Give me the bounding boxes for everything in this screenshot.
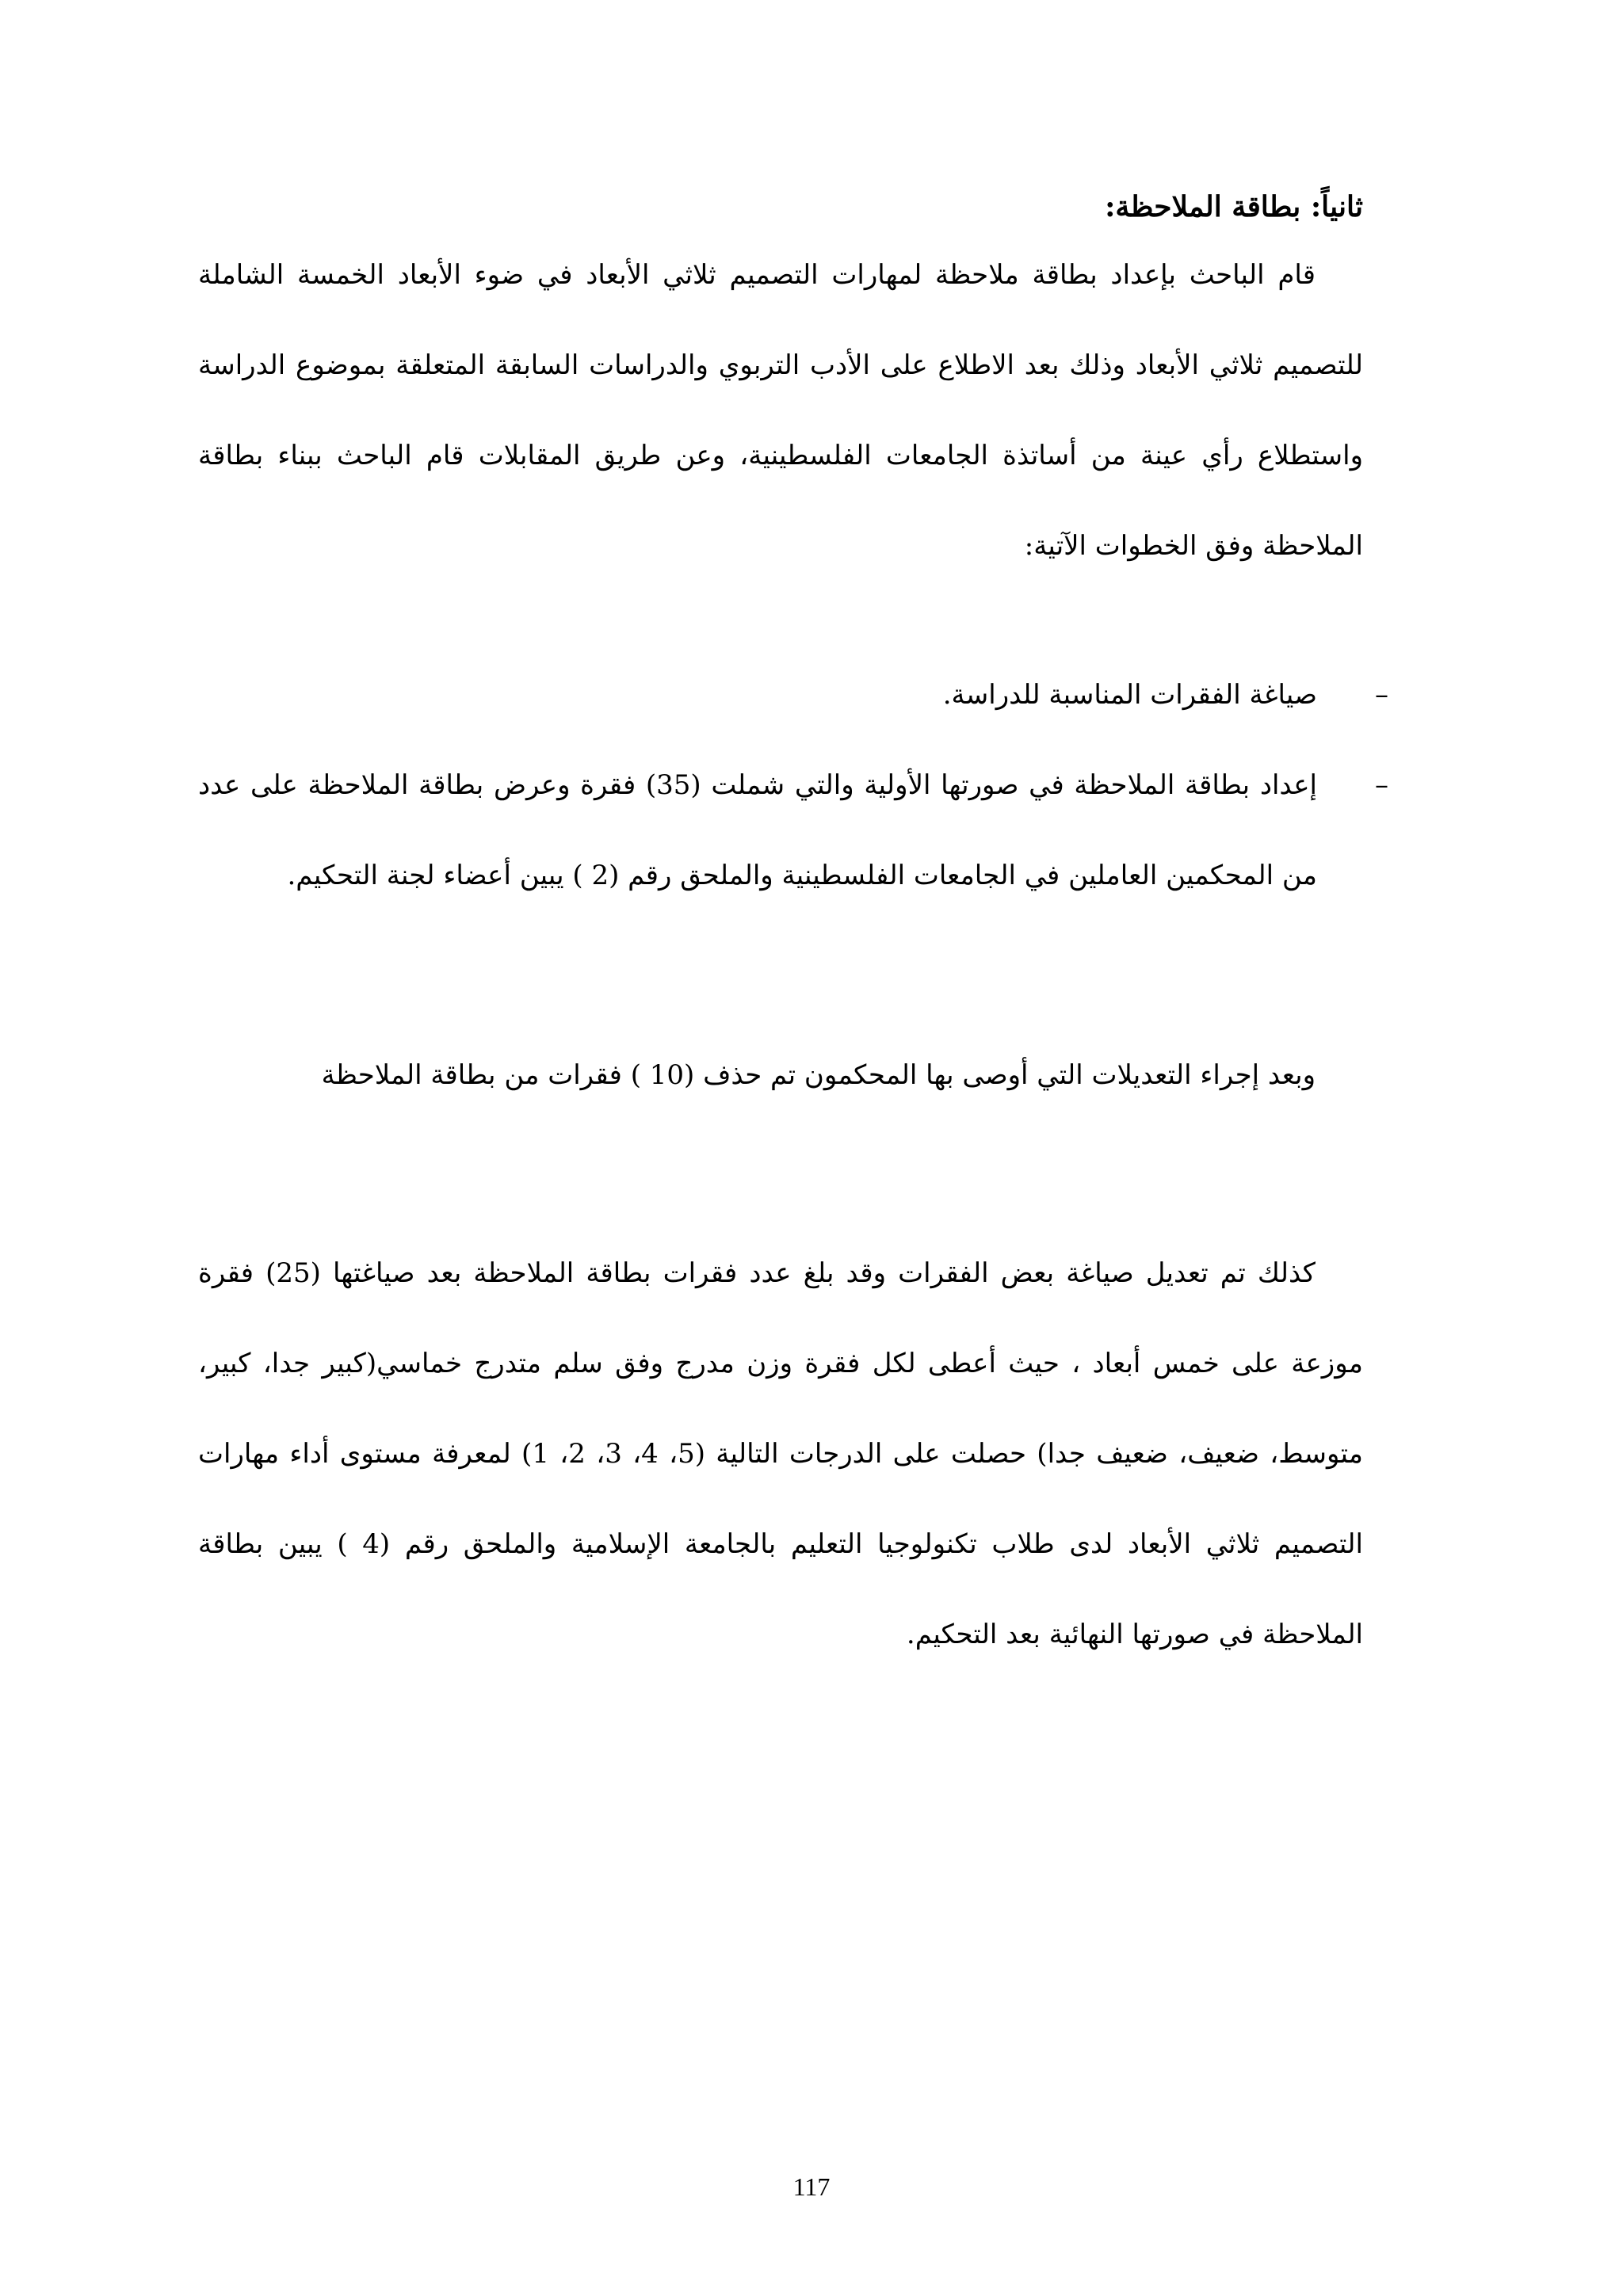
final-paragraph: كذلك تم تعديل صياغة بعض الفقرات وقد بلغ عدد فقرات بطاقة الملاحظة بعد صياغتها (25) فقرة موزعة على خمس أبعاد ، حيث أعطى لكل فقرة وزن مدرج وفق سلم متدرج خماسي(كبير جدا، كبير، متوسط، ضعيف، ضعيف جدا) حصلت على الدرجات التالية (5، 4، 3، 2، 1) لمعرفة مستوى أداء مهارات التصميم ثلاثي الأبعاد لدى طلاب تكنولوجيا التعليم بالجامعة الإسلامية والملحق رقم (4 ) يبين بطاقة الملاحظة في صورتها النهائية بعد التحكيم. bbox=[198, 1257, 1364, 1650]
steps-list bbox=[198, 650, 1403, 921]
deletion-paragraph: وبعد إجراء التعديلات التي أوصى بها المحكمون تم حذف (10 ) فقرات من بطاقة الملاحظة bbox=[321, 1059, 1316, 1091]
dash-bullet-icon: – bbox=[1375, 769, 1388, 801]
section-heading: ثانياً: بطاقة الملاحظة: bbox=[1105, 190, 1363, 223]
list-item-text: إعداد بطاقة الملاحظة في صورتها الأولية والتي شملت (35) فقرة وعرض بطاقة الملاحظة على عدد من المحكمين العاملين في الجامعات الفلسطينية والملحق رقم (2 ) يبين أعضاء لجنة التحكيم. bbox=[198, 769, 1317, 891]
dash-bullet-icon: – bbox=[1375, 679, 1388, 711]
list-item-text: صياغة الفقرات المناسبة للدراسة. bbox=[942, 679, 1317, 711]
list-item bbox=[198, 650, 1403, 740]
page-number: 117 bbox=[792, 2172, 831, 2201]
list-item bbox=[198, 740, 1403, 921]
intro-paragraph: قام الباحث بإعداد بطاقة ملاحظة لمهارات التصميم ثلاثي الأبعاد في ضوء الأبعاد الخمسة الشاملة للتصميم ثلاثي الأبعاد وذلك بعد الاطلاع على الأدب التربوي والدراسات السابقة المتعلقة بموضوع الدراسة واستطلاع رأي عينة من أساتذة الجامعات الفلسطينية، وعن طريق المقابلات قام الباحث ببناء بطاقة الملاحظة وفق الخطوات الآتية: bbox=[198, 259, 1363, 562]
